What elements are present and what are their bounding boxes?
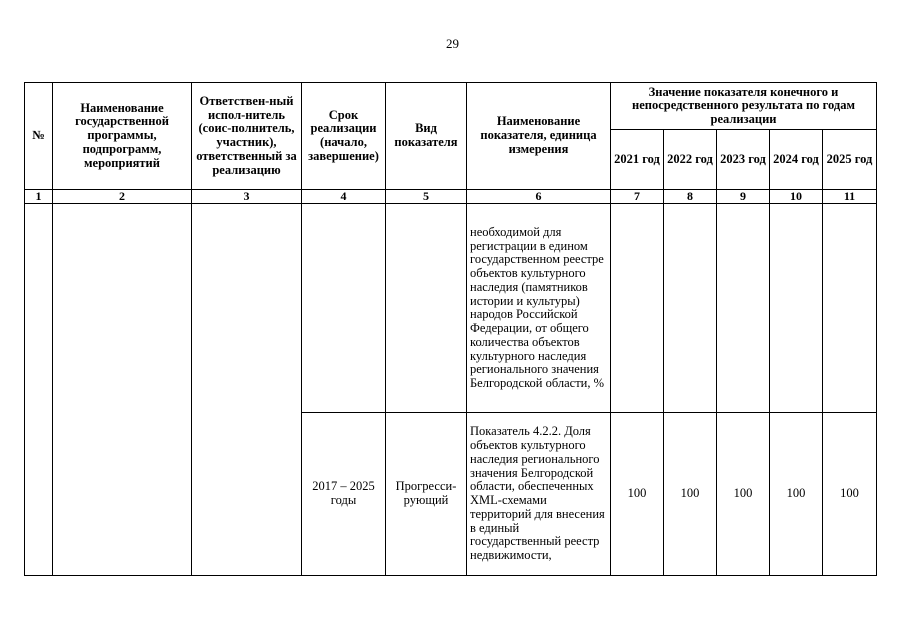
page-number: 29	[446, 36, 459, 51]
cell-value-2024: 100	[770, 413, 823, 576]
cell-term: 2017 – 2025 годы	[302, 413, 386, 576]
cell-responsible	[192, 204, 302, 576]
column-number: 5	[386, 190, 467, 204]
column-number: 7	[611, 190, 664, 204]
header-indicator-name: Наименование показателя, единица измерения	[467, 83, 611, 190]
table-row	[25, 204, 877, 413]
header-year-2024: 2024 год	[770, 130, 823, 190]
header-indicator-type: Вид показателя	[386, 83, 467, 190]
cell-program-name	[53, 204, 192, 576]
header-term: Срок реализации (начало, завершение)	[302, 83, 386, 190]
cell-indicator-name: необходимой для регистрации в едином государственном реестре объектов культурного наследия (памятников истории и культуры) народов Российской Федерации, от общего количества объектов культурного наследия регионального значения Белгородской области, %	[467, 204, 611, 413]
indicator-table	[24, 82, 877, 576]
column-number: 6	[467, 190, 611, 204]
column-number-row	[25, 190, 877, 204]
cell-indicator-type: Прогресси-рующий	[386, 413, 467, 576]
column-number: 8	[664, 190, 717, 204]
header-responsible: Ответствен-ный испол-нитель (соис-полнитель, участник), ответственный за реализацию	[192, 83, 302, 190]
header-program-name: Наименование государственной программы, подпрограмм, мероприятий	[53, 83, 192, 190]
header-year-2021: 2021 год	[611, 130, 664, 190]
cell-term	[302, 204, 386, 413]
cell-value-2021	[611, 204, 664, 413]
cell-indicator-type	[386, 204, 467, 413]
cell-value-2025	[823, 204, 877, 413]
header-year-2023: 2023 год	[717, 130, 770, 190]
header-year-2025: 2025 год	[823, 130, 877, 190]
column-number: 1	[25, 190, 53, 204]
cell-number	[25, 204, 53, 576]
column-number: 4	[302, 190, 386, 204]
cell-value-2022: 100	[664, 413, 717, 576]
cell-value-2023	[717, 204, 770, 413]
cell-value-2022	[664, 204, 717, 413]
header-number: №	[25, 83, 53, 190]
cell-value-2024	[770, 204, 823, 413]
cell-value-2025: 100	[823, 413, 877, 576]
header-year-2022: 2022 год	[664, 130, 717, 190]
cell-indicator-name: Показатель 4.2.2. Доля объектов культурного наследия регионального значения Белгородской области, обеспеченных XML-схемами территорий для внесения в единый государственный реестр недвижимости,	[467, 413, 611, 576]
column-number: 10	[770, 190, 823, 204]
column-number: 11	[823, 190, 877, 204]
header-values-group: Значение показателя конечного и непосредственного результата по годам реализации	[611, 83, 877, 130]
cell-value-2021: 100	[611, 413, 664, 576]
column-number: 3	[192, 190, 302, 204]
column-number: 2	[53, 190, 192, 204]
cell-value-2023: 100	[717, 413, 770, 576]
column-number: 9	[717, 190, 770, 204]
